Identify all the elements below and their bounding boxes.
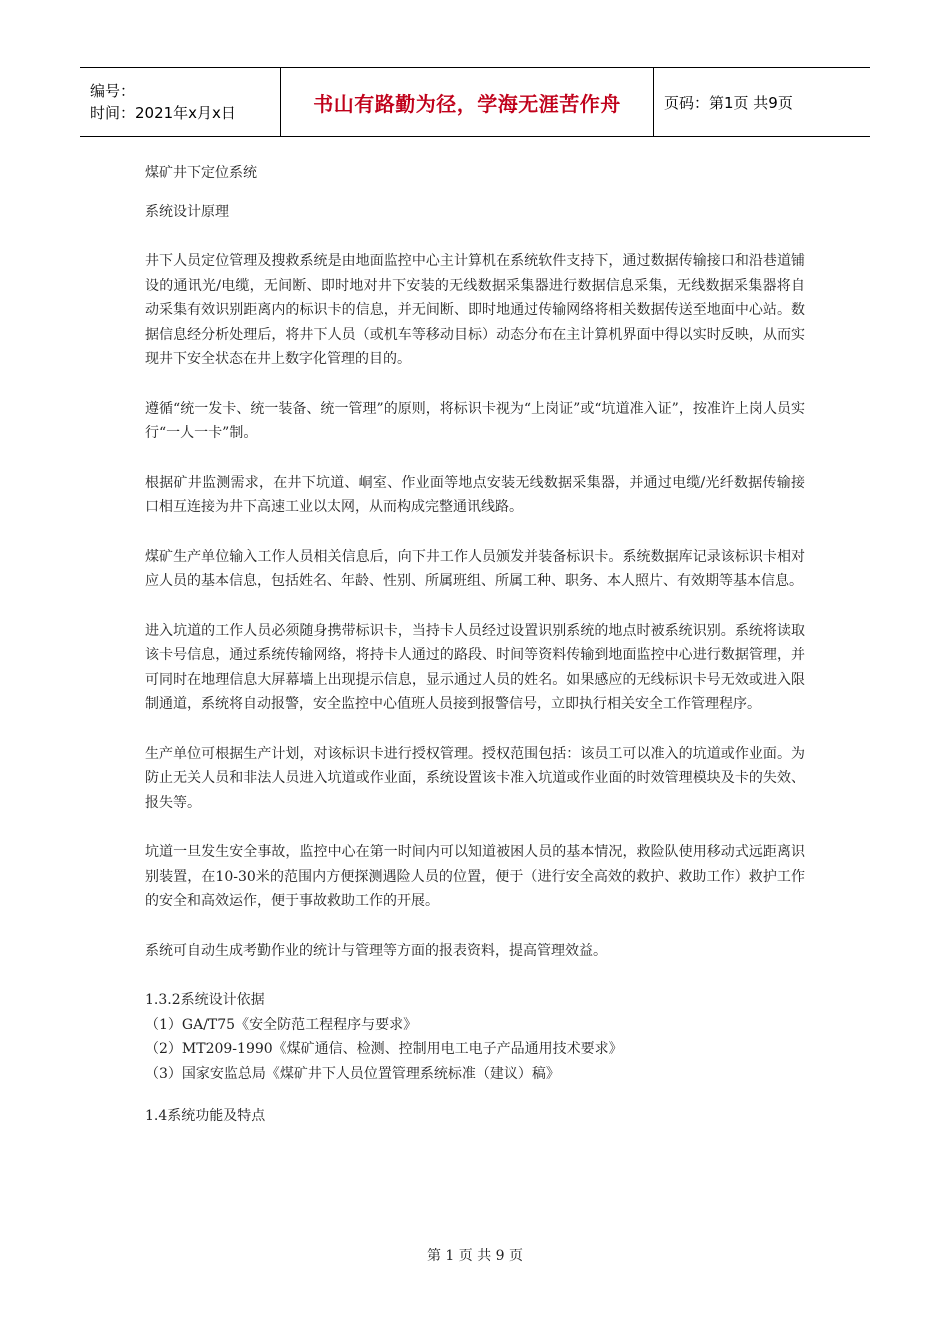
header-table [80,67,870,137]
document-title: 煤矿井下定位系统 [145,165,257,181]
paragraph: 井下人员定位管理及搜救系统是由地面监控中心主计算机在系统软件支持下，通过数据传输接口和沿巷道铺设的通讯光/电缆，无间断、即时地对井下安装的无线数据采集器进行数据信息采集，无线数据采集器将自动采集有效识别距离内的标识卡的信息，并无间断、即时地通过传输网络将相关数据传送至地面中心站。数据信息经分析处理后，将井下人员（或机车等移动目标）动态分布在主计算机界面中得以实时反映，从而实现井下安全状态在井上数字化管理的目的。 [145,253,805,367]
section-heading-1-3-2: 1.3.2系统设计依据 [145,992,265,1008]
paragraph: 进入坑道的工作人员必须随身携带标识卡，当持卡人员经过设置识别系统的地点时被系统识别。系统将读取该卡号信息，通过系统传输网络，将持卡人通过的路段、时间等资料传输到地面监控中心进行数据管理，并可同时在地理信息大屏幕墙上出现提示信息，显示通过人员的姓名。如果感应的无线标识卡号无效或进入限制通道，系统将自动报警，安全监控中心值班人员接到报警信号，立即执行相关安全工作管理程序。 [145,622,805,712]
paragraph: 系统可自动生成考勤作业的统计与管理等方面的报表资料，提高管理效益。 [145,942,607,959]
header-page-cell [654,68,871,137]
paragraph: 根据矿井监测需求，在井下坑道、峒室、作业面等地点安装无线数据采集器，并通过电缆/光纤数据传输接口相互连接为井下高速工业以太网，从而构成完整通讯线路。 [145,474,805,515]
list-item: （1）GA/T75《安全防范工程程序与要求》 [145,1016,418,1033]
page-footer: 第 1 页 共 9 页 [426,1248,524,1264]
list-item: （2）MT209-1990《煤矿通信、检测、控制用电工电子产品通用技术要求》 [145,1041,623,1057]
section-heading: 系统设计原理 [145,203,229,220]
paragraph: 生产单位可根据生产计划，对该标识卡进行授权管理。授权范围包括：该员工可以准入的坑道或作业面。为防止无关人员和非法人员进入坑道或作业面，系统设置该卡准入坑道或作业面的时效管理模块及卡的失效、报失等。 [145,745,805,811]
basis-list [145,1013,805,1087]
paragraph: 煤矿生产单位输入工作人员相关信息后，向下井工作人员颁发并装备标识卡。系统数据库记录该标识卡相对应人员的基本信息，包括姓名、年龄、性别、所属班组、所属工种、职务、本人照片、有效期等基本信息。 [145,548,805,589]
time-label: 时间：2021年x月x日 [90,104,236,122]
page-info: 页码：第1页 共9页 [664,93,793,112]
document-body [145,155,805,1129]
list-item: （3）国家安监总局《煤矿井下人员位置管理系统标准（建议）稿》 [145,1065,560,1082]
section-heading-1-4: 1.4系统功能及特点 [145,1108,266,1124]
paragraph: 遵循“统一发卡、统一装备、统一管理”的原则，将标识卡视为“上岗证”或“坑道准入证”，按准许上岗人员实行“一人一卡”制。 [145,400,805,441]
motto: 书山有路勤为径，学海无涯苦作舟 [313,91,621,116]
header-motto-cell [281,68,654,137]
paragraph: 坑道一旦发生安全事故，监控中心在第一时间内可以知道被困人员的基本情况，救险队使用移动式远距离识别装置，在10-30米的范围内方便探测遇险人员的位置，便于（进行安全高效的救护、救助工作）救护工作的安全和高效运作，便于事故救助工作的开展。 [145,844,805,909]
code-label: 编号： [90,82,136,100]
header-left-cell [80,68,281,137]
